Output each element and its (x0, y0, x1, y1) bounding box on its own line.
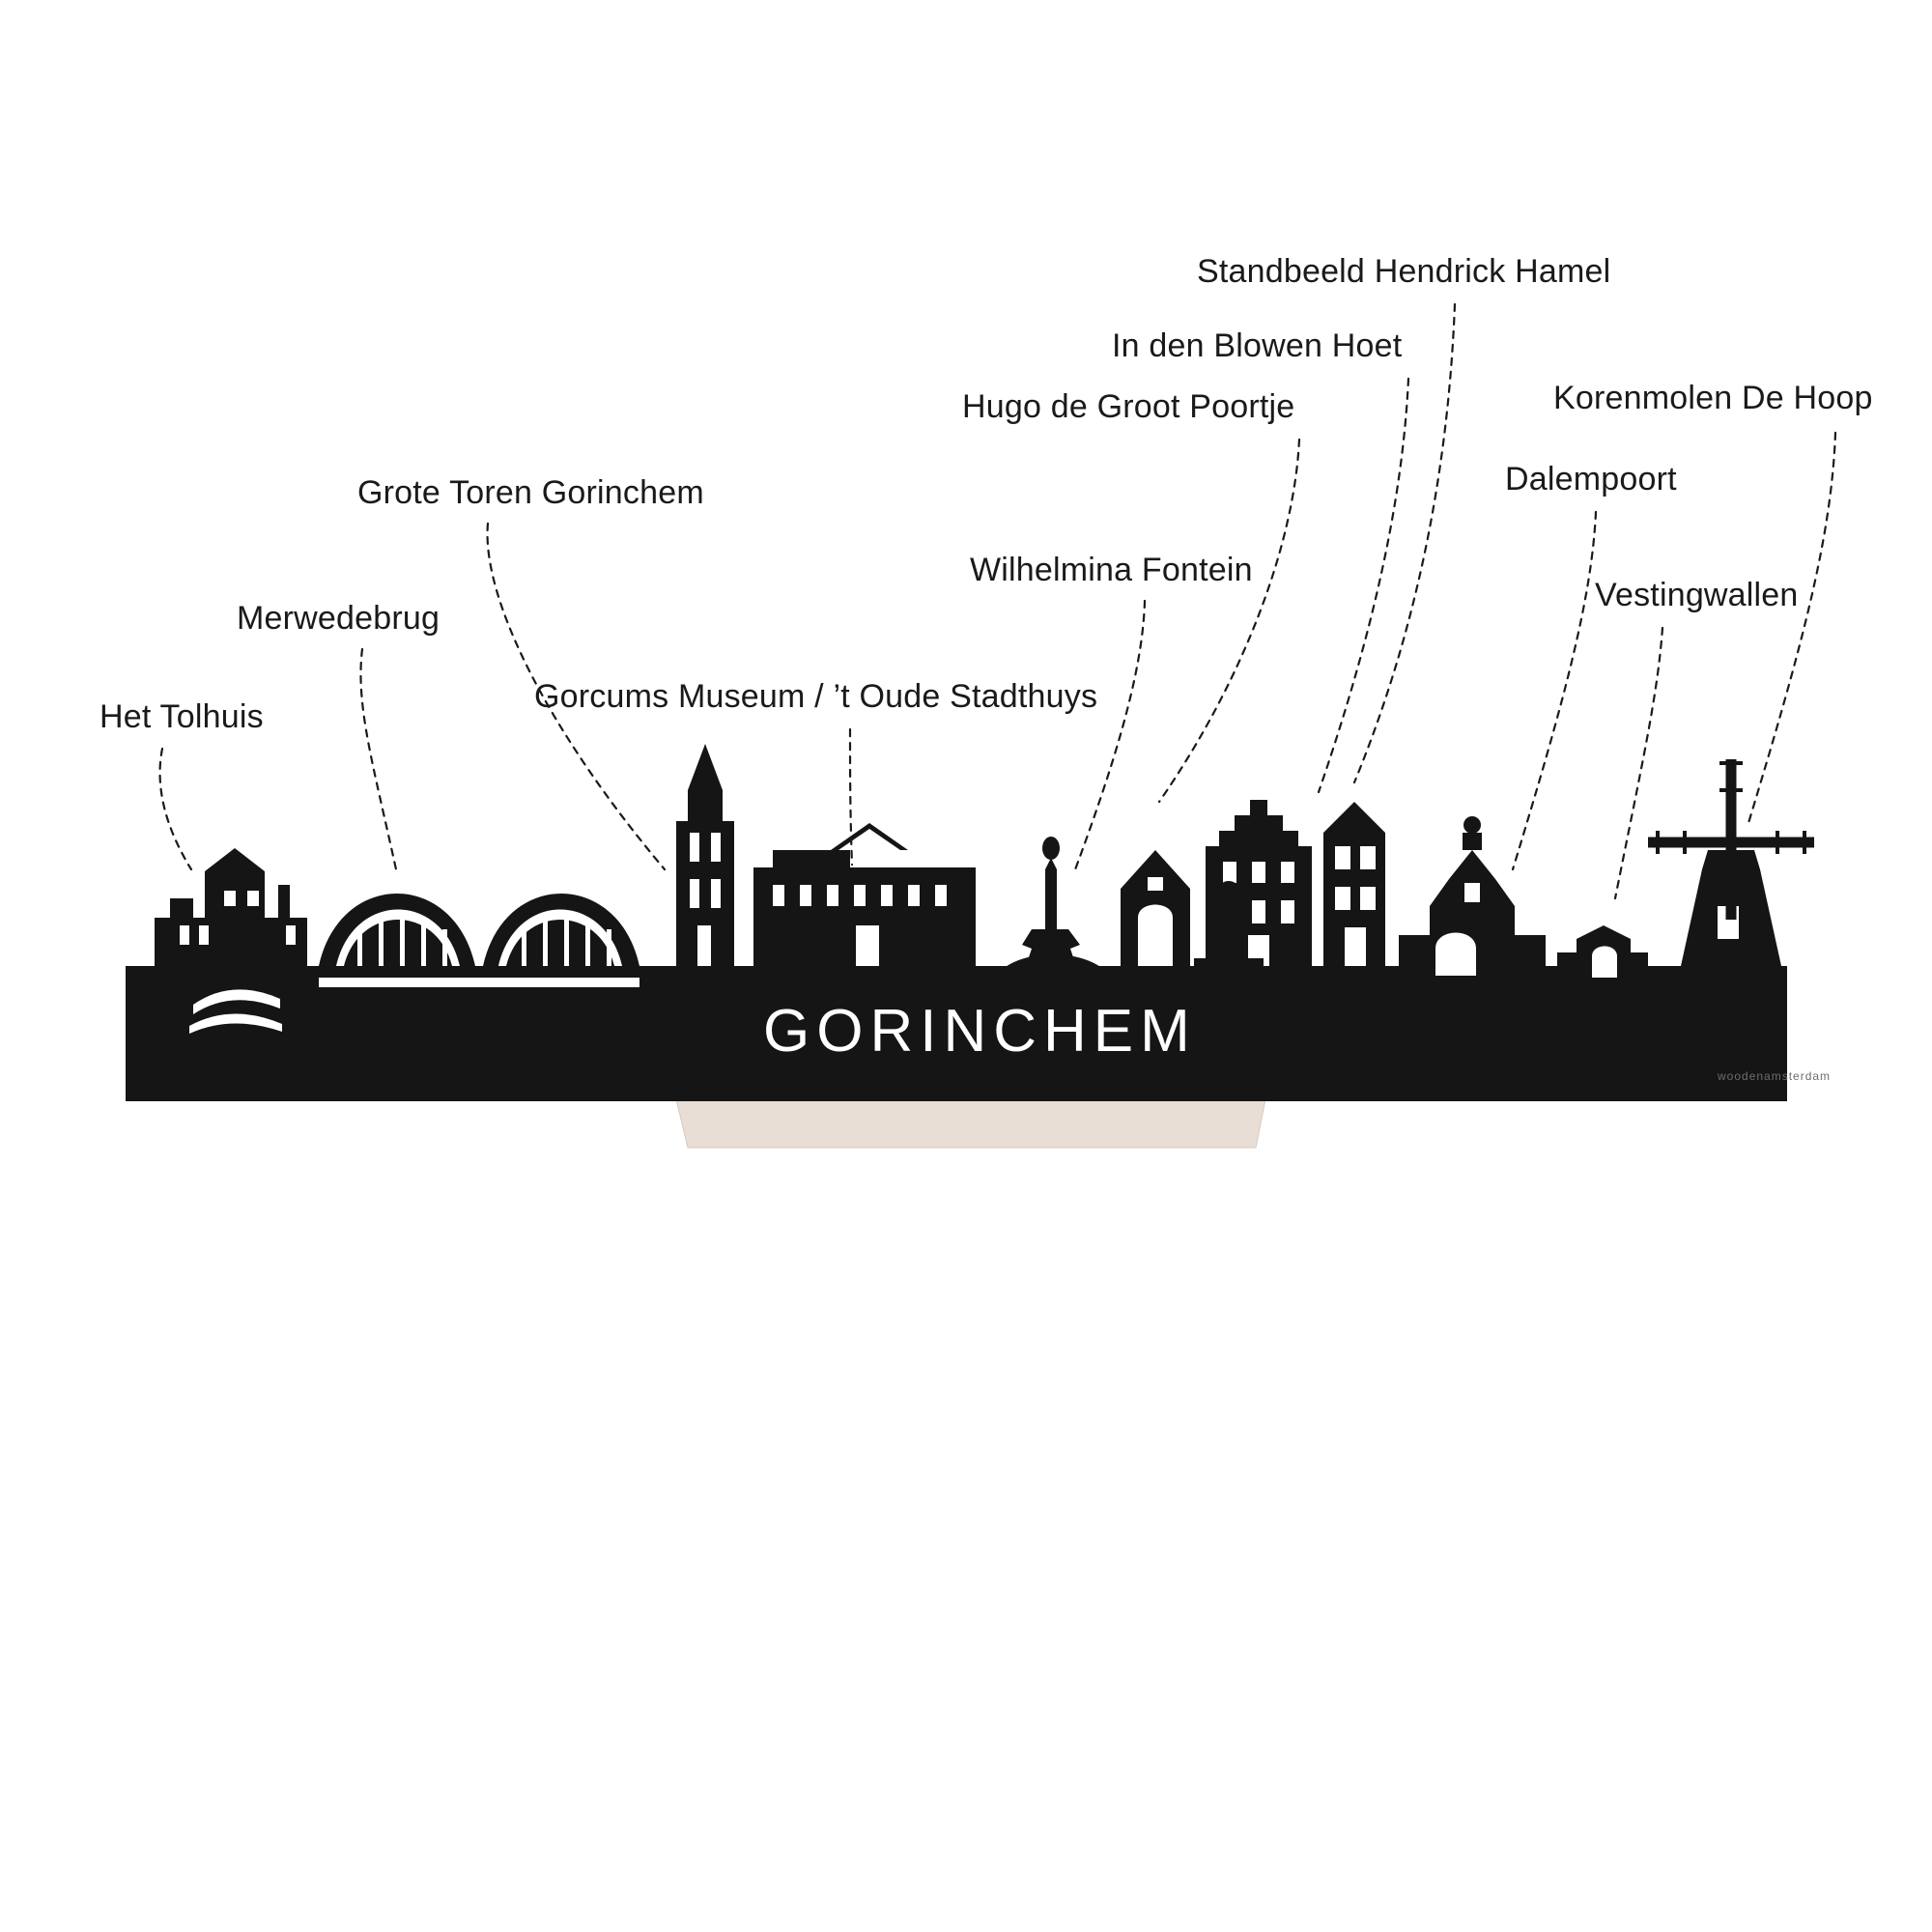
label-in-den-blowen-hoet: In den Blowen Hoet (1112, 327, 1403, 364)
label-dalempoort: Dalempoort (1505, 461, 1677, 497)
label-standbeeld-hendrick-hamel: Standbeeld Hendrick Hamel (1197, 253, 1611, 290)
base-plate (676, 1099, 1265, 1148)
label-het-tolhuis: Het Tolhuis (99, 698, 264, 735)
brandmark: woodenamsterdam (1718, 1069, 1832, 1083)
label-grote-toren-gorinchem: Grote Toren Gorinchem (357, 474, 704, 511)
label-gorcums-museum: Gorcums Museum / ’t Oude Stadthuys (534, 678, 1098, 715)
city-name: GORINCHEM (763, 998, 1197, 1065)
label-merwedebrug: Merwedebrug (237, 600, 440, 637)
label-wilhelmina-fontein: Wilhelmina Fontein (970, 552, 1253, 588)
label-korenmolen-de-hoop: Korenmolen De Hoop (1553, 380, 1873, 416)
label-vestingwallen: Vestingwallen (1595, 577, 1799, 613)
label-hugo-de-groot-poortje: Hugo de Groot Poortje (962, 388, 1295, 425)
